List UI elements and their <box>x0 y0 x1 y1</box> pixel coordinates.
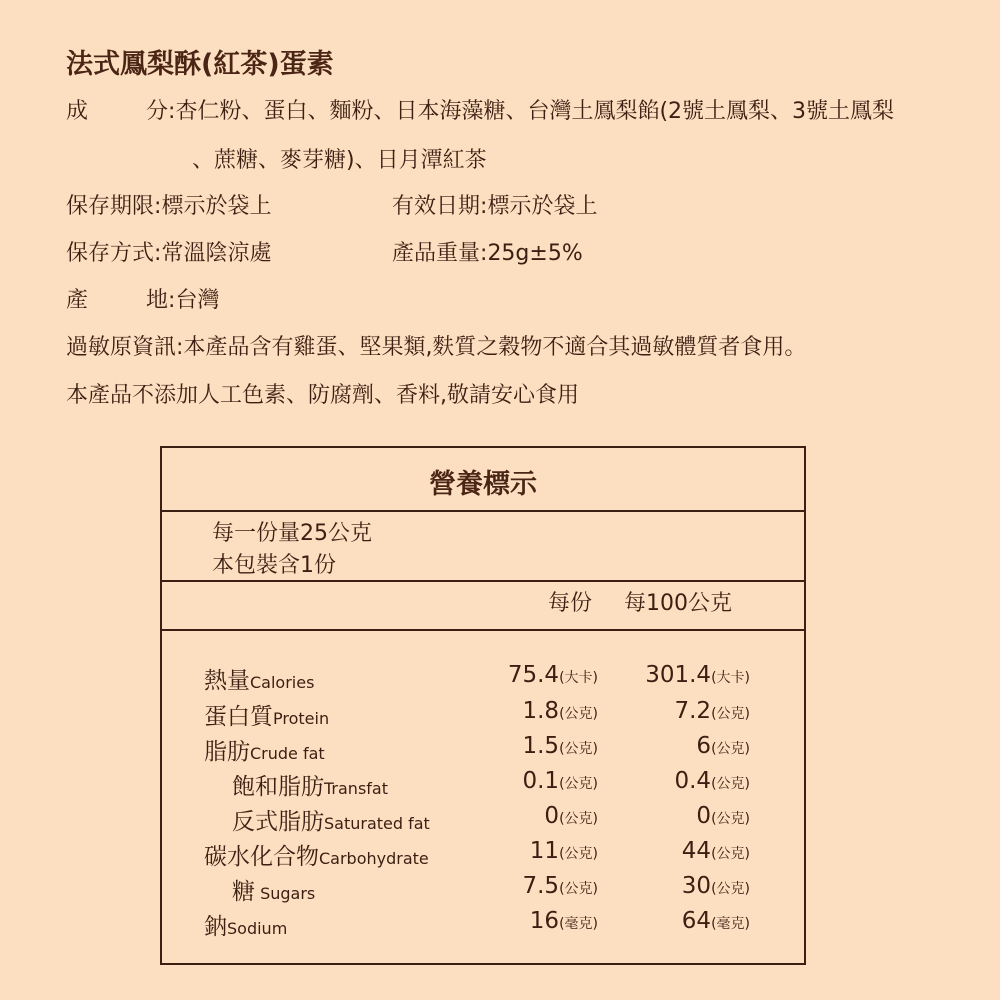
per-100g-unit: (公克) <box>711 706 750 722</box>
origin-label-char1: 產 <box>66 288 89 313</box>
origin-value: 台灣 <box>175 288 220 313</box>
per-100g-value: 0 <box>696 803 712 829</box>
per-100g-value: 0.4 <box>674 768 712 794</box>
per-serving-value: 1.8 <box>522 698 560 724</box>
per-serving-value: 0 <box>544 803 560 829</box>
nutrient-row-crude-fat <box>162 733 804 769</box>
weight-line <box>392 236 583 267</box>
per-100g-unit: (公克) <box>711 881 750 897</box>
shelf-life-label: 保存期限 <box>66 194 155 219</box>
per-serving-value: 16 <box>529 908 560 934</box>
additive-notice: 本產品不添加人工色素、防腐劑、香料,敬請安心食用 <box>66 383 579 408</box>
shelf-life-colon: : <box>154 194 162 219</box>
per-100g-unit: (公克) <box>711 846 750 862</box>
nutrient-name-zh: 糖 <box>232 879 255 905</box>
allergen-line <box>66 330 806 361</box>
per-100g-value: 6 <box>696 733 712 759</box>
per-serving-value: 11 <box>529 838 560 864</box>
expiry-line <box>392 189 597 220</box>
nutrition-facts-table <box>160 446 806 965</box>
divider <box>162 629 804 631</box>
per-100g-value: 64 <box>681 908 712 934</box>
expiry-value: 標示於袋上 <box>487 194 598 219</box>
column-header-per-100g: 每100公克 <box>624 591 732 616</box>
allergen-value: 本產品含有雞蛋、堅果類,麩質之穀物不適合其過敏體質者食用。 <box>183 335 807 360</box>
ingredients-value-1: 杏仁粉、蛋白、麵粉、日本海藻糖、台灣土鳳梨餡(2號土鳳梨、3號土鳳梨 <box>175 99 895 124</box>
nutrient-name-en: Saturated fat <box>324 814 430 833</box>
expiry-label: 有效日期 <box>392 194 481 219</box>
per-serving-unit: (公克) <box>559 741 598 757</box>
nutrient-row-sugars <box>162 873 804 909</box>
product-title: 法式鳳梨酥(紅茶)蛋素 <box>66 49 334 80</box>
per-100g-value: 44 <box>681 838 712 864</box>
storage-colon: : <box>154 241 162 266</box>
per-100g-value: 301.4 <box>645 662 712 688</box>
storage-value: 常溫陰涼處 <box>161 241 272 266</box>
nutrient-name-en: Transfat <box>324 779 388 798</box>
nutrient-name-zh: 蛋白質 <box>204 704 273 730</box>
shelf-life-line <box>66 189 271 220</box>
nutrient-row-saturated-fat <box>162 803 804 839</box>
nutrient-name-zh: 飽和脂肪 <box>232 774 324 800</box>
weight-label: 產品重量 <box>392 241 481 266</box>
ingredients-line-1 <box>66 94 894 125</box>
origin-label-char2: 地 <box>146 288 169 313</box>
nutrient-name-en: Protein <box>273 709 330 728</box>
ingredients-value-2: 、蔗糖、麥芽糖)、日月潭紅茶 <box>192 148 487 173</box>
shelf-life-value: 標示於袋上 <box>161 194 272 219</box>
allergen-label: 過敏原資訊 <box>66 335 177 360</box>
nutrient-name-zh: 熱量 <box>204 668 250 694</box>
per-serving-value: 0.1 <box>522 768 560 794</box>
divider <box>162 510 804 512</box>
origin-line <box>66 283 219 314</box>
nutrient-name-zh: 反式脂肪 <box>232 809 324 835</box>
storage-line <box>66 236 271 267</box>
per-serving-unit: (公克) <box>559 811 598 827</box>
per-100g-value: 7.2 <box>674 698 712 724</box>
ingredients-line-2 <box>192 143 487 174</box>
per-100g-unit: (大卡) <box>711 670 750 686</box>
column-header-per-serving: 每份 <box>548 591 593 616</box>
divider <box>162 580 804 582</box>
nutrient-row-sodium <box>162 908 804 944</box>
ingredients-colon: : <box>168 99 176 124</box>
nutrient-name-en: Calories <box>250 673 315 692</box>
per-serving-unit: (公克) <box>559 776 598 792</box>
per-serving-unit: (公克) <box>559 706 598 722</box>
nutrient-name-en: Crude fat <box>250 744 325 763</box>
per-serving-unit: (毫克) <box>559 916 598 932</box>
per-100g-value: 30 <box>681 873 712 899</box>
nutrient-name-en: Sodium <box>227 919 288 938</box>
nutrition-title: 營養標示 <box>429 469 537 500</box>
nutrient-row-calories <box>162 662 804 698</box>
nutrient-row-protein <box>162 698 804 734</box>
ingredients-label-char2: 分 <box>146 99 169 124</box>
servings-per-pack: 本包裝含1份 <box>212 553 336 578</box>
serving-size: 每一份量25公克 <box>212 521 372 546</box>
per-serving-value: 1.5 <box>522 733 560 759</box>
weight-value: 25g±5% <box>487 241 583 266</box>
expiry-colon: : <box>480 194 488 219</box>
nutrient-name-en: Carbohydrate <box>319 849 429 868</box>
nutrient-row-carbohydrate <box>162 838 804 874</box>
nutrient-name-en: Sugars <box>255 884 316 903</box>
per-100g-unit: (公克) <box>711 811 750 827</box>
origin-colon: : <box>168 288 176 313</box>
allergen-colon: : <box>176 335 184 360</box>
per-serving-unit: (公克) <box>559 846 598 862</box>
per-100g-unit: (公克) <box>711 776 750 792</box>
per-serving-unit: (大卡) <box>559 670 598 686</box>
per-serving-value: 75.4 <box>507 662 560 688</box>
nutrient-row-transfat <box>162 768 804 804</box>
nutrient-name-zh: 脂肪 <box>204 739 250 765</box>
nutrient-name-zh: 碳水化合物 <box>204 844 319 870</box>
nutrient-name-zh: 鈉 <box>204 914 227 940</box>
per-100g-unit: (毫克) <box>711 916 750 932</box>
weight-colon: : <box>480 241 488 266</box>
storage-label: 保存方式 <box>66 241 155 266</box>
per-serving-value: 7.5 <box>522 873 560 899</box>
ingredients-label-char1: 成 <box>66 99 89 124</box>
per-serving-unit: (公克) <box>559 881 598 897</box>
per-100g-unit: (公克) <box>711 741 750 757</box>
